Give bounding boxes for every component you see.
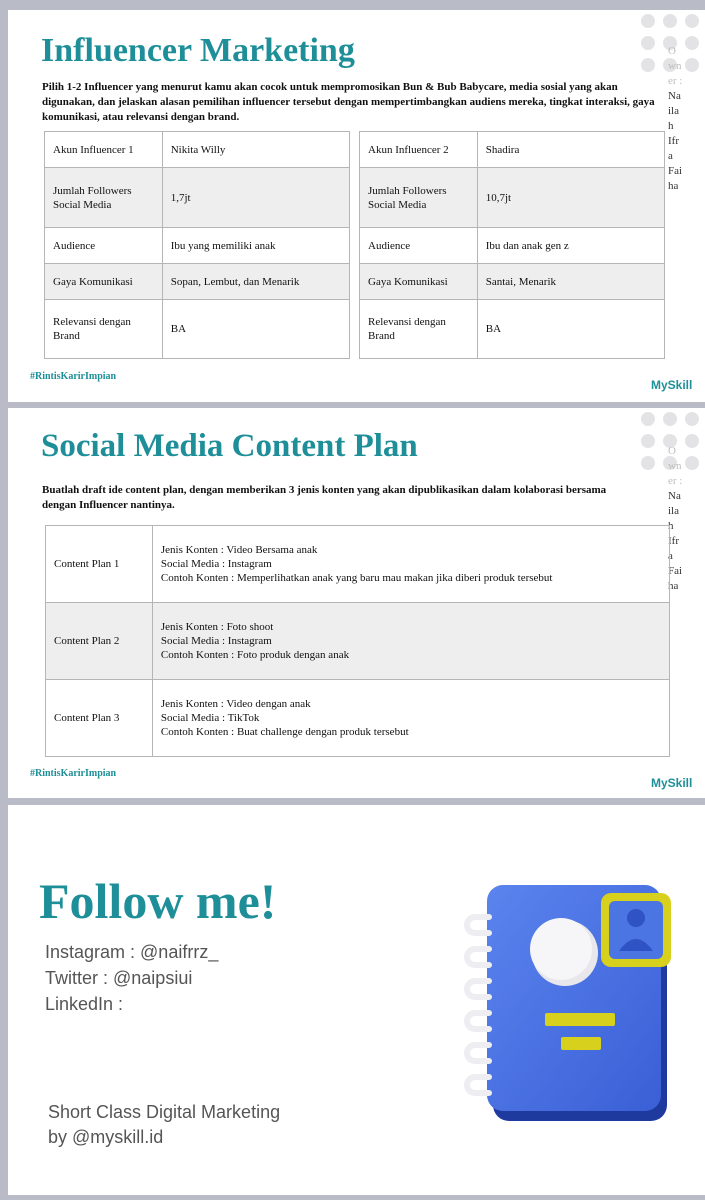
instagram-handle: Instagram : @naifrrz_ [45, 942, 219, 962]
footer-by-line: by @myskill.id [48, 1127, 164, 1147]
table-label: Relevansi dengan Brand [360, 300, 478, 359]
hashtag: #RintisKarirImpian [30, 768, 117, 779]
table-label: Akun Influencer 1 [45, 132, 163, 168]
instruction-text: Buatlah draft ide content plan, dengan memberikan 3 jenis konten yang akan dipublikasikan dalam kolaborasi bersama dengan Influencer nantinya. [42, 484, 607, 511]
myskill-logo: MySkill [651, 378, 693, 392]
plan-detail: Jenis Konten : Video Bersama anak Social Media : Instagram Contoh Konten : Memperlihatkan anak yang baru mau makan jika diberi produk tersebut [152, 526, 669, 603]
table-label: Relevansi dengan Brand [45, 300, 163, 359]
hashtag: #RintisKarirImpian [30, 371, 117, 382]
table-value: Santai, Menarik [477, 264, 664, 300]
plan-detail: Jenis Konten : Video dengan anak Social Media : TikTok Contoh Konten : Buat challenge dengan produk tersebut [152, 680, 669, 757]
table-value: Shadira [477, 132, 664, 168]
table-label: Jumlah Followers Social Media [45, 168, 163, 228]
content-plan-table [45, 525, 670, 757]
twitter-handle: Twitter : @naipsiui [45, 968, 193, 988]
owner-vertical-text: O wn er : Na ila h Ifr a Fai ha [668, 45, 683, 192]
table-label: Jumlah Followers Social Media [360, 168, 478, 228]
table-row [46, 526, 670, 603]
influencer-1-table [44, 131, 350, 359]
table-value: 10,7jt [477, 168, 664, 228]
follow-title: Follow me! [39, 873, 277, 929]
table-value: Sopan, Lembut, dan Menarik [162, 264, 349, 300]
table-label: Akun Influencer 2 [360, 132, 478, 168]
table-row [46, 603, 670, 680]
table-label: Gaya Komunikasi [45, 264, 163, 300]
table-label: Gaya Komunikasi [360, 264, 478, 300]
slide-title: Influencer Marketing [41, 32, 355, 69]
plan-label: Content Plan 1 [46, 526, 153, 603]
table-row [46, 680, 670, 757]
linkedin-handle: LinkedIn : [45, 994, 124, 1014]
footer-class-name: Short Class Digital Marketing [48, 1102, 281, 1122]
table-value: Ibu yang memiliki anak [162, 228, 349, 264]
plan-detail: Jenis Konten : Foto shoot Social Media : Instagram Contoh Konten : Foto produk dengan anak [152, 603, 669, 680]
slide-influencer-marketing [8, 10, 705, 402]
slide-follow-me [8, 805, 705, 1195]
table-value: BA [477, 300, 664, 359]
table-value: Nikita Willy [162, 132, 349, 168]
myskill-logo: MySkill [651, 776, 693, 790]
influencer-2-table [359, 131, 665, 359]
table-value: BA [162, 300, 349, 359]
instruction-text: Pilih 1-2 Influencer yang menurut kamu akan cocok untuk mempromosikan Bun & Bub Babycare, media sosial yang akan digunakan, dan jelaskan alasan pemilihan influencer tersebut dengan mempertimbangkan audiens mereka, tingkat interaksi, gaya komunikasi, atau relevansi dengan brand. [42, 81, 655, 123]
table-value: 1,7jt [162, 168, 349, 228]
table-label: Audience [360, 228, 478, 264]
owner-vertical-text: O wn er : Na ila h Ifr a Fai ha [668, 445, 683, 592]
table-label: Audience [45, 228, 163, 264]
table-value: Ibu dan anak gen z [477, 228, 664, 264]
plan-label: Content Plan 2 [46, 603, 153, 680]
plan-label: Content Plan 3 [46, 680, 153, 757]
slide-title: Social Media Content Plan [41, 428, 418, 464]
slide-content-plan [8, 408, 705, 798]
contact-book-icon [453, 883, 683, 1123]
